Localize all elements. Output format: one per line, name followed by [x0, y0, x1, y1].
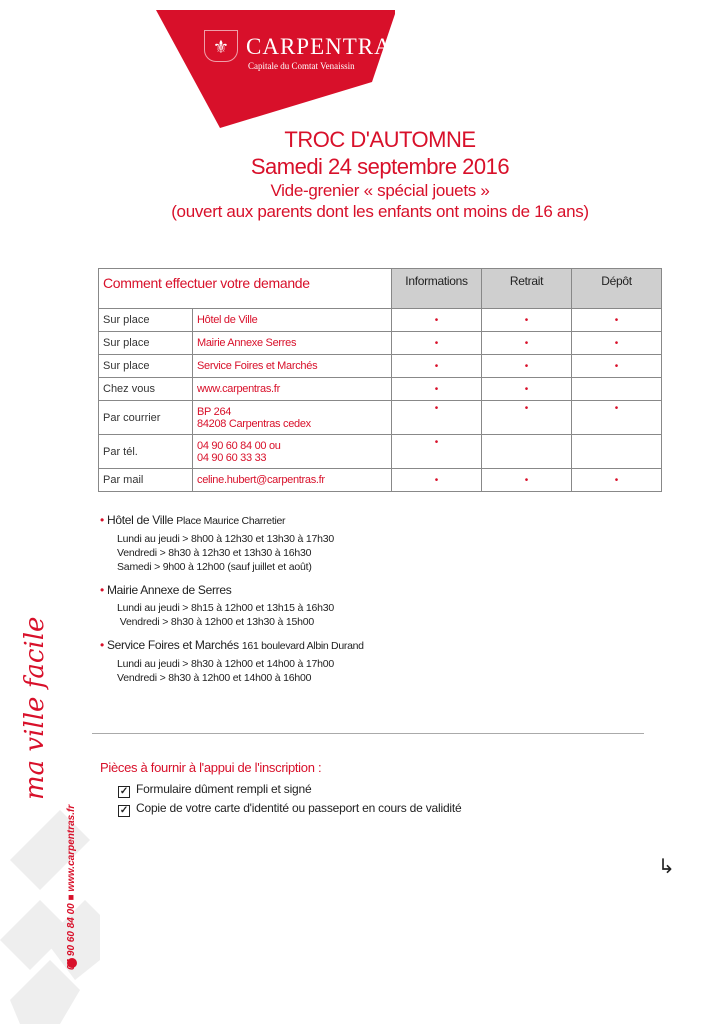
column-header: Informations	[392, 269, 482, 309]
depot-mark: •	[572, 469, 662, 492]
table-row	[99, 332, 662, 355]
request-table	[98, 268, 662, 492]
column-header: Retrait	[482, 269, 572, 309]
table-row	[99, 309, 662, 332]
document-label: Copie de votre carte d'identité ou passeport en cours de validité	[136, 801, 462, 815]
table-header-row	[99, 269, 662, 309]
info-mark: •	[392, 332, 482, 355]
place-cell: Mairie Annexe Serres	[193, 332, 392, 355]
schedule-line: Vendredi > 8h30 à 12h00 et 14h00 à 16h00	[117, 672, 312, 684]
retrait-mark: •	[482, 309, 572, 332]
info-mark: •	[392, 378, 482, 401]
divider	[92, 733, 644, 734]
depot-mark: •	[572, 332, 662, 355]
depot-mark	[572, 435, 662, 469]
place-line: BP 264	[197, 405, 232, 418]
place-cell	[193, 435, 392, 469]
email-link[interactable]: celine.hubert@carpentras.fr	[193, 469, 392, 492]
mode-cell: Par mail	[99, 469, 193, 492]
schedule-block	[100, 582, 364, 629]
place-cell: Hôtel de Ville	[193, 309, 392, 332]
retrait-mark: •	[482, 469, 572, 492]
brand-subtitle: Capitale du Comtat Venaissin	[248, 61, 355, 71]
retrait-mark	[482, 435, 572, 469]
bullet-icon: •	[100, 638, 104, 652]
event-date: Samedi 24 septembre 2016	[250, 154, 510, 179]
document-label: Formulaire dûment rempli et signé	[136, 782, 312, 796]
schedule-block	[100, 637, 364, 685]
checkbox-icon: ✓	[119, 786, 129, 797]
side-contact: 04 90 60 84 00 ■ www.carpentras.fr	[66, 804, 77, 970]
table-row	[99, 469, 662, 492]
opening-hours	[100, 512, 364, 693]
bullet-icon: •	[100, 583, 104, 597]
schedule-name: Service Foires et Marchés	[106, 638, 239, 652]
info-mark: •	[392, 355, 482, 378]
schedule-name: Mairie Annexe de Serres	[106, 583, 232, 597]
schedule-line: Vendredi > 8h30 à 12h30 et 13h30 à 16h30	[117, 547, 312, 559]
table-row	[99, 355, 662, 378]
mode-cell: Sur place	[99, 332, 193, 355]
schedule-line: Lundi au jeudi > 8h15 à 12h00 et 13h15 à 16h30	[117, 602, 335, 614]
table-row	[99, 435, 662, 469]
depot-mark: •	[572, 401, 662, 435]
website-link[interactable]: www.carpentras.fr	[193, 378, 392, 401]
mode-cell: Chez vous	[99, 378, 193, 401]
bullet-icon: •	[100, 513, 104, 527]
info-mark: •	[392, 435, 482, 469]
slogan: ma ville facile	[20, 616, 50, 800]
brand	[246, 34, 406, 71]
documents-section	[100, 760, 462, 818]
info-mark: •	[392, 469, 482, 492]
title-block	[0, 126, 724, 222]
depot-mark: •	[572, 355, 662, 378]
retrait-mark: •	[482, 355, 572, 378]
place-line: 04 90 60 84 00 ou	[197, 439, 281, 452]
event-title: TROC D'AUTOMNE	[284, 127, 476, 152]
table-row	[99, 401, 662, 435]
place-cell: Service Foires et Marchés	[193, 355, 392, 378]
documents-heading: Pièces à fournir à l'appui de l'inscription :	[100, 760, 322, 775]
schedule-address: 161 boulevard Albin Durand	[241, 640, 364, 652]
info-mark: •	[392, 401, 482, 435]
schedule-line: Samedi > 9h00 à 12h00 (sauf juillet et août)	[117, 561, 312, 573]
schedule-line: Vendredi > 8h30 à 12h00 et 13h30 à 15h00	[117, 616, 315, 628]
place-line: 04 90 60 33 33	[197, 451, 267, 464]
schedule-block	[100, 512, 364, 574]
document-item	[118, 780, 462, 799]
retrait-mark: •	[482, 378, 572, 401]
schedule-name: Hôtel de Ville	[106, 513, 174, 527]
retrait-mark: •	[482, 332, 572, 355]
table-heading: Comment effectuer votre demande	[99, 269, 392, 309]
schedule-address: Place Maurice Charretier	[176, 515, 286, 527]
retrait-mark: •	[482, 401, 572, 435]
info-mark: •	[392, 309, 482, 332]
place-cell	[193, 401, 392, 435]
table-row	[99, 378, 662, 401]
logo-icon: ⚜	[204, 30, 238, 62]
schedule-line: Lundi au jeudi > 8h00 à 12h30 et 13h30 à 17h30	[117, 533, 335, 545]
mode-cell: Sur place	[99, 355, 193, 378]
place-line: 84208 Carpentras cedex	[197, 417, 311, 430]
checkbox-icon: ✓	[119, 805, 129, 816]
depot-mark: •	[572, 309, 662, 332]
mode-cell: Par tél.	[99, 435, 193, 469]
column-header: Dépôt	[572, 269, 662, 309]
mode-cell: Sur place	[99, 309, 193, 332]
side-decoration	[0, 640, 100, 1024]
event-condition: (ouvert aux parents dont les enfants ont moins de 16 ans)	[171, 202, 589, 221]
depot-mark	[572, 378, 662, 401]
turn-page-arrow-icon[interactable]: ↳	[658, 856, 675, 878]
mode-cell: Par courrier	[99, 401, 193, 435]
brand-name: CARPENTRAS	[246, 34, 406, 59]
document-item	[118, 799, 462, 818]
event-subtitle: Vide-grenier « spécial jouets »	[270, 181, 490, 200]
schedule-line: Lundi au jeudi > 8h30 à 12h00 et 14h00 à 17h00	[117, 658, 335, 670]
